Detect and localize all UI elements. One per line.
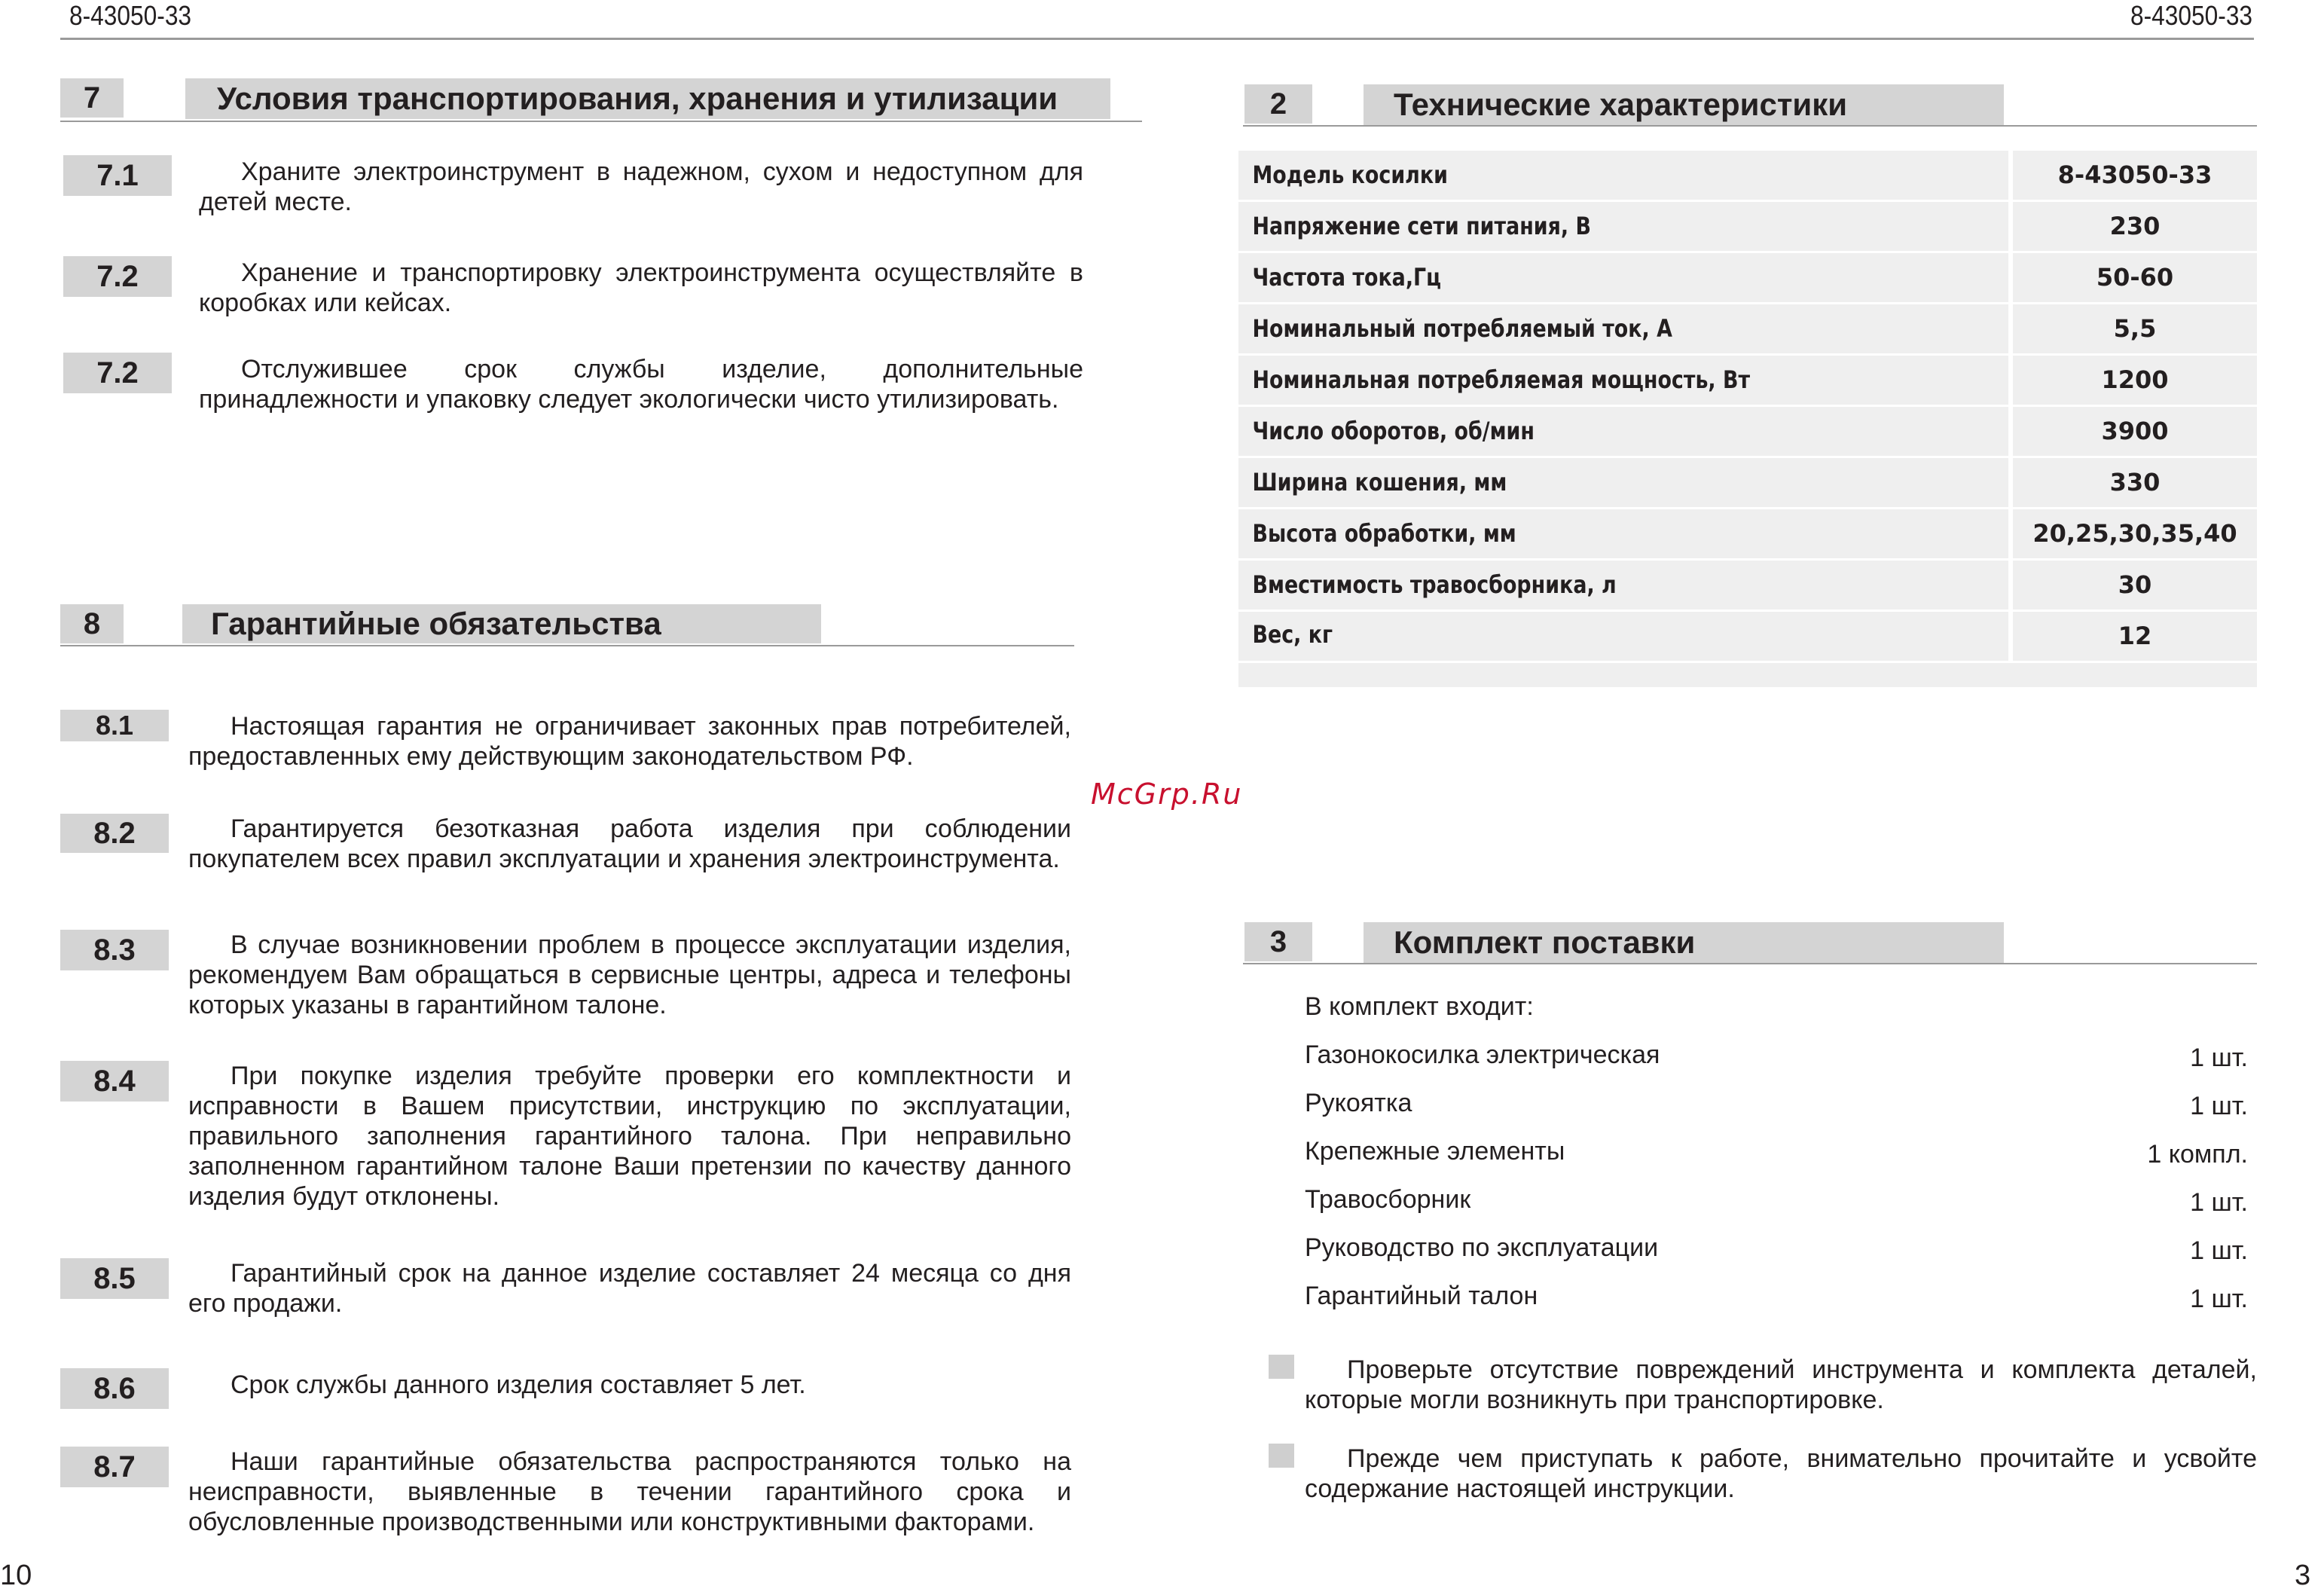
left-page-number: 10 <box>0 1560 32 1591</box>
item-8-5-number: 8.5 <box>60 1258 169 1299</box>
spec-value: 30 <box>2013 561 2257 610</box>
kit-note-2: Прежде чем приступать к работе, внимательно прочитайте и усвойте содержание настоящей инструкции. <box>1305 1444 2257 1503</box>
kit-item-qty: 1 шт. <box>2190 1285 2248 1313</box>
spec-row <box>1238 304 2257 353</box>
section-7-title: Условия транспортирования, хранения и утилизации <box>185 78 1110 119</box>
kit-item-qty: 1 шт. <box>2190 1092 2248 1120</box>
spec-label: Число оборотов, об/мин <box>1252 417 1535 445</box>
spec-label: Номинальная потребляемая мощность, Вт <box>1252 365 1751 394</box>
spec-row <box>1238 407 2257 456</box>
section-7-number: 7 <box>60 78 124 118</box>
spec-row <box>1238 561 2257 610</box>
kit-item-name: Гарантийный талон <box>1305 1282 1538 1310</box>
item-8-3-text: В случае возникновении проблем в процессе эксплуатации изделия, рекомендуем Вам обращаться в сервисные центры, адреса и телефоны которых указаны в гарантийном талоне. <box>188 930 1071 1019</box>
note-bullet-square <box>1269 1355 1294 1379</box>
spec-label: Частота тока,Гц <box>1252 263 1442 292</box>
section-8-number: 8 <box>60 604 124 643</box>
kit-item-qty: 1 шт. <box>2190 1236 2248 1265</box>
kit-item-qty: 1 шт. <box>2190 1188 2248 1217</box>
spec-row <box>1238 458 2257 507</box>
left-page-code: 8-43050-33 <box>69 0 192 31</box>
item-7-2-number: 7.2 <box>63 256 172 297</box>
spec-row <box>1238 509 2257 558</box>
item-8-2-text: Гарантируется безотказная работа изделия при соблюдении покупателем всех правил эксплуатации и хранения электроинструмента. <box>188 814 1071 873</box>
section-7-rule <box>60 121 1142 122</box>
item-7-3-text: Отслужившее срок службы изделие, дополнительные принадлежности и упаковку следует экологически чисто утилизировать. <box>199 355 1083 414</box>
right-page-number: 3 <box>2295 1560 2311 1591</box>
spec-label: Ширина кошения, мм <box>1252 468 1507 497</box>
section-3-title: Комплект поставки <box>1364 922 2004 963</box>
item-7-3-number: 7.2 <box>63 353 172 393</box>
header-rule <box>60 38 2254 40</box>
item-8-1-text: Настоящая гарантия не ограничивает законных прав потребителей, предоставленных ему действующим законодательством РФ. <box>188 712 1071 771</box>
spec-label: Вес, кг <box>1252 620 1333 649</box>
item-8-5-text: Гарантийный срок на данное изделие составляет 24 месяца со дня его продажи. <box>188 1259 1071 1318</box>
kit-item-name: Крепежные элементы <box>1305 1137 1565 1166</box>
item-8-2-number: 8.2 <box>60 814 169 853</box>
item-8-7-number: 8.7 <box>60 1447 169 1487</box>
spec-value: 12 <box>2013 612 2257 661</box>
note-bullet-square <box>1269 1444 1294 1468</box>
kit-item-name: Газонокосилка электрическая <box>1305 1040 1660 1069</box>
kit-item-qty: 1 компл. <box>2147 1140 2248 1169</box>
item-7-2-text: Хранение и транспортировку электроинструмента осуществляйте в коробках или кейсах. <box>199 258 1083 317</box>
spec-label: Вместимость травосборника, л <box>1252 570 1617 599</box>
section-3-number: 3 <box>1244 922 1312 961</box>
right-page-code: 8-43050-33 <box>2130 0 2253 31</box>
item-7-1-number: 7.1 <box>63 155 172 196</box>
spec-row <box>1238 356 2257 405</box>
spec-value: 230 <box>2013 202 2257 251</box>
kit-item-name: Травосборник <box>1305 1185 1471 1214</box>
section-2-title: Технические характеристики <box>1364 84 2004 125</box>
spec-row <box>1238 151 2257 200</box>
spec-table-footer-band <box>1238 663 2257 687</box>
section-8-title: Гарантийные обязательства <box>182 604 821 643</box>
spec-label: Модель косилки <box>1252 160 1448 189</box>
kit-item-qty: 1 шт. <box>2190 1044 2248 1072</box>
spec-label: Высота обработки, мм <box>1252 519 1516 548</box>
section-2-rule <box>1243 125 2257 127</box>
item-8-6-text: Срок службы данного изделия составляет 5 лет. <box>231 1370 806 1399</box>
kit-intro: В комплект входит: <box>1305 992 1534 1021</box>
section-3-rule <box>1243 963 2257 964</box>
spec-value: 50-60 <box>2013 253 2257 302</box>
spec-label: Напряжение сети питания, В <box>1252 212 1591 240</box>
kit-item-name: Руководство по эксплуатации <box>1305 1233 1659 1262</box>
spec-value: 330 <box>2013 458 2257 507</box>
item-8-6-number: 8.6 <box>60 1368 169 1409</box>
item-8-4-number: 8.4 <box>60 1061 169 1102</box>
watermark: McGrp.Ru <box>1091 778 1243 811</box>
spec-label: Номинальный потребляемый ток, А <box>1252 314 1672 343</box>
kit-note-1: Проверьте отсутствие повреждений инструмента и комплекта деталей, которые могли возникнуть при транспортировке. <box>1305 1355 2257 1414</box>
section-2-number: 2 <box>1244 84 1312 124</box>
spec-value: 8-43050-33 <box>2013 151 2257 200</box>
spec-value: 1200 <box>2013 356 2257 405</box>
item-8-3-number: 8.3 <box>60 930 169 970</box>
item-8-4-text: При покупке изделия требуйте проверки его комплектности и исправности в Вашем присутствии, инструкцию по эксплуатации, правильного заполнения гарантийного талона. При неправильно заполненном гарантийном талоне Ваши претензии по качеству данного изделия будут отклонены. <box>188 1062 1071 1211</box>
kit-item-name: Рукоятка <box>1305 1089 1412 1117</box>
item-8-1-number: 8.1 <box>60 710 169 741</box>
spec-row <box>1238 202 2257 251</box>
section-8-rule <box>60 645 1074 646</box>
spec-value: 3900 <box>2013 407 2257 456</box>
spec-value: 5,5 <box>2013 304 2257 353</box>
spec-row <box>1238 253 2257 302</box>
item-8-7-text: Наши гарантийные обязательства распространяются только на неисправности, выявленные в течении гарантийного срока и обусловленные производственными или конструктивными факторами. <box>188 1447 1071 1536</box>
spec-row <box>1238 612 2257 661</box>
spec-value: 20,25,30,35,40 <box>2013 509 2257 558</box>
item-7-1-text: Храните электроинструмент в надежном, сухом и недоступном для детей месте. <box>199 157 1083 216</box>
